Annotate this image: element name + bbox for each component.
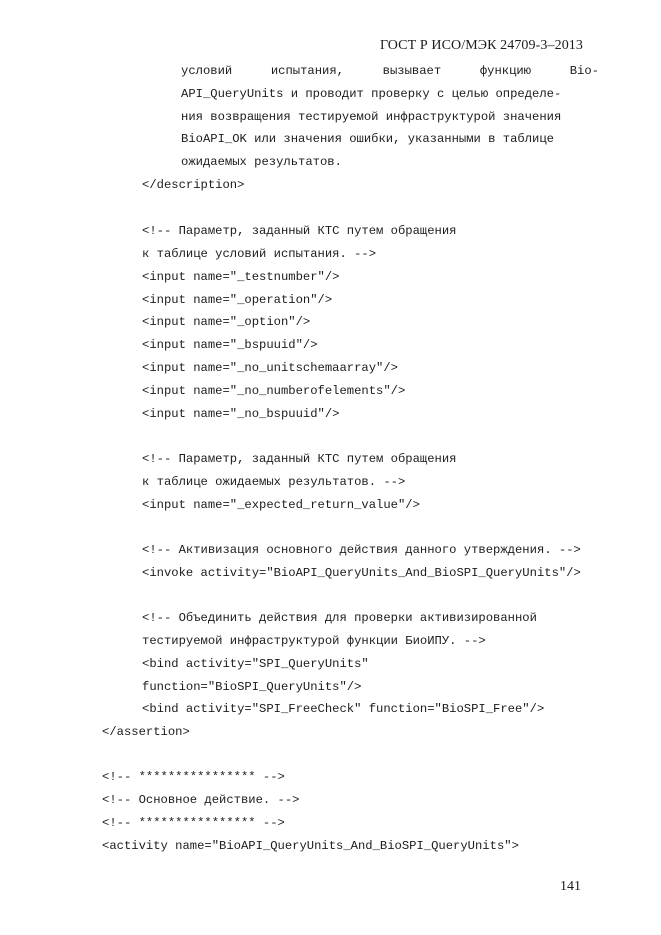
assertion-close-tag: </assertion> <box>102 725 190 739</box>
input-tag: <input name="_expected_return_value"/> <box>142 498 420 512</box>
description-line <box>181 60 599 83</box>
description-line: ожидаемых результатов. <box>181 155 342 170</box>
code-comment: <!-- Параметр, заданный КТС путем обращения <box>142 452 457 466</box>
bind-tag: function="BioSPI_QueryUnits"/> <box>142 680 362 694</box>
input-tag: <input name="_option"/> <box>142 315 311 329</box>
code-comment: <!-- **************** --> <box>102 816 285 830</box>
code-comment: <!-- **************** --> <box>102 770 285 784</box>
input-tag: <input name="_no_unitschemaarray"/> <box>142 361 398 375</box>
input-tag: <input name="_no_numberofelements"/> <box>142 384 406 398</box>
input-tag: <input name="_bspuuid"/> <box>142 338 318 352</box>
code-comment: к таблице условий испытания. --> <box>142 247 377 261</box>
code-comment: <!-- Параметр, заданный КТС путем обращения <box>142 224 457 238</box>
description-close-tag: </description> <box>142 178 245 192</box>
description-text-block <box>181 60 599 174</box>
description-line: API_QueryUnits и проводит проверку с целью определе- <box>181 86 562 101</box>
description-word: испытания, <box>270 64 344 78</box>
invoke-tag: <invoke activity="BioAPI_QueryUnits_And_BioSPI_QueryUnits"/> <box>142 566 581 580</box>
bind-tag: <bind activity="SPI_FreeCheck" function="BioSPI_Free"/> <box>142 702 545 716</box>
input-tag: <input name="_testnumber"/> <box>142 270 340 284</box>
description-word: функцию <box>479 64 532 78</box>
code-comment: <!-- Объединить действия для проверки активизированной <box>142 611 537 625</box>
description-line: ния возвращения тестируемой инфраструктурой значения <box>181 109 562 124</box>
input-tag: <input name="_operation"/> <box>142 293 333 307</box>
code-comment: тестируемой инфраструктурой функции БиоИПУ. --> <box>142 634 486 648</box>
bind-tag: <bind activity="SPI_QueryUnits" <box>142 657 369 671</box>
description-line: BioAPI_OK или значения ошибки, указанными в таблице <box>181 132 554 147</box>
code-comment: <!-- Основное действие. --> <box>102 793 300 807</box>
document-header: ГОСТ Р ИСО/МЭК 24709-3–2013 <box>379 38 583 53</box>
activity-open-tag: <activity name="BioAPI_QueryUnits_And_BioSPI_QueryUnits"> <box>102 839 519 853</box>
code-comment: к таблице ожидаемых результатов. --> <box>142 475 406 489</box>
code-comment: <!-- Активизация основного действия данного утверждения. --> <box>142 543 581 557</box>
description-word: Bio- <box>569 64 599 78</box>
description-word: вызывает <box>382 64 442 78</box>
description-word: условий <box>181 64 233 78</box>
input-tag: <input name="_no_bspuuid"/> <box>142 407 340 421</box>
page-number: 141 <box>560 879 581 894</box>
